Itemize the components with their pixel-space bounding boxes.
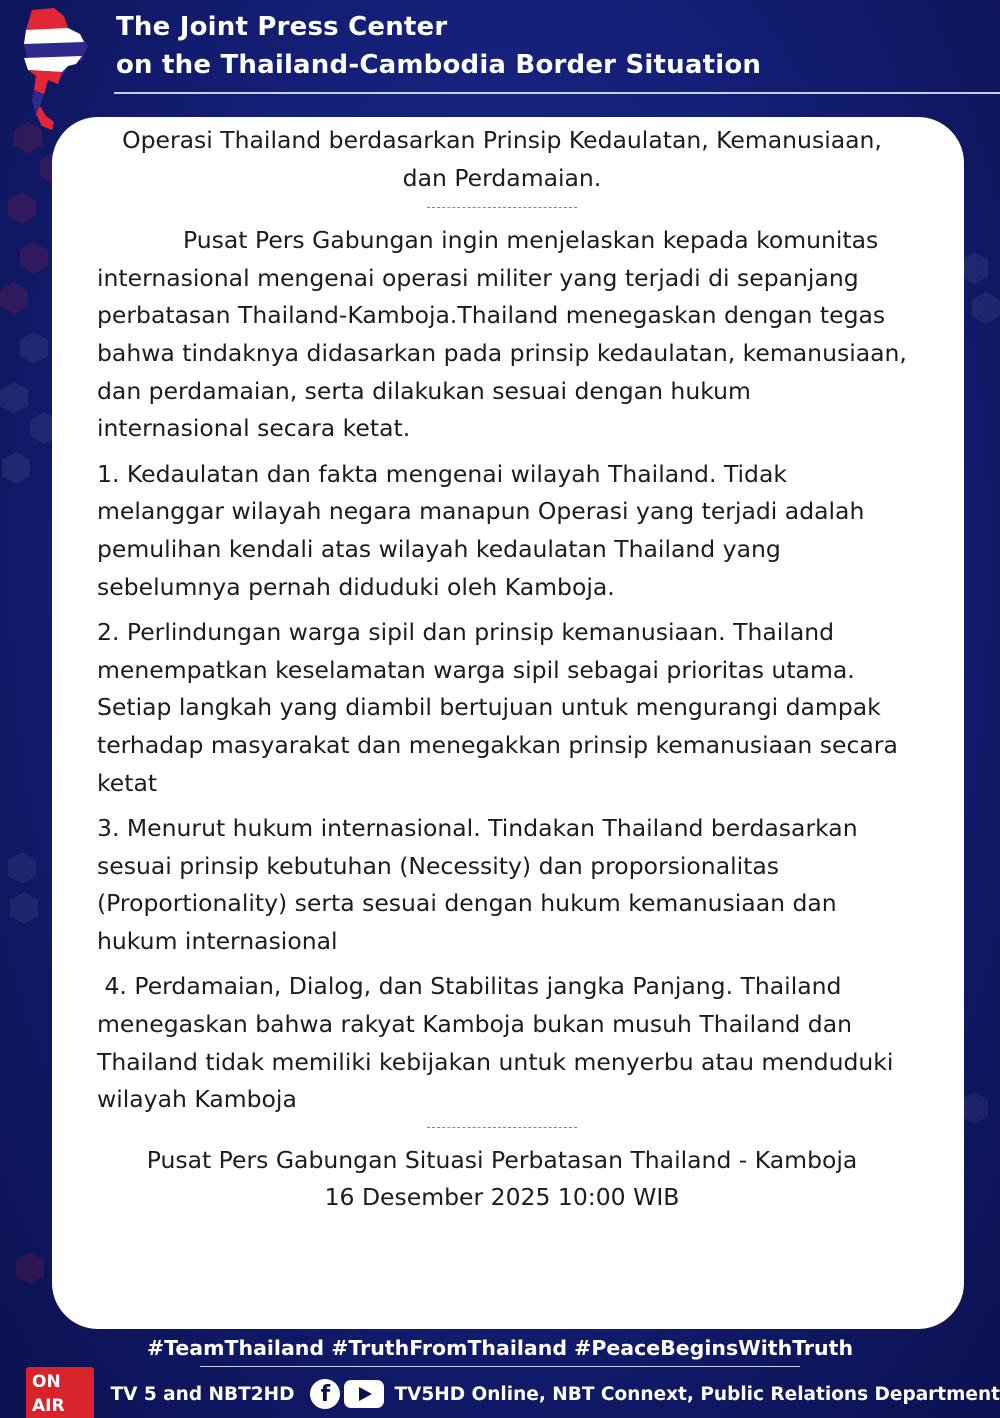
bottom-dashed-divider: [427, 1127, 577, 1128]
document-heading-line1: Operasi Thailand berdasarkan Prinsip Kedaulatan, Kemanusiaan,: [122, 126, 882, 154]
document-heading: [97, 122, 907, 197]
point-3: 3. Menurut hukum internasional. Tindakan Thailand berdasarkan sesuai prinsip kebutuhan (Necessity) dan proporsionalitas (Proportionality) serta sesuai dengan hukum kemanusiaan dan hukum internasional: [97, 814, 858, 955]
youtube-icon: [344, 1380, 384, 1408]
document-heading-line2: dan Perdamaian.: [402, 163, 602, 192]
tv-channels: TV 5 and NBT2HD: [110, 1383, 295, 1405]
intro-paragraph: Pusat Pers Gabungan ingin menjelaskan kepada komunitas internasional mengenai operasi militer yang terjadi di sepanjang perbatasan Thailand-Kamboja.Thailand menegaskan dengan tegas bahwa tindaknya didasarkan pada prinsip kedaulatan, kemanusiaan, dan perdamaian, serta dilakukan sesuai dengan hukum internasional secara ketat.: [97, 226, 907, 443]
on-air-badge: ON AIR: [26, 1367, 94, 1418]
online-channels: TV5HD Online, NBT Connext, Public Relations Department: [394, 1383, 1000, 1405]
point-4: 4. Perdamaian, Dialog, dan Stabilitas jangka Panjang. Thailand menegaskan bahwa rakyat Kamboja bukan musuh Thailand dan Thailand tidak memiliki kebijakan untuk menyerbu atau menduduki wilayah Kamboja: [97, 972, 901, 1114]
release-datetime: 16 Desember 2025 10:00 WIB: [324, 1183, 680, 1212]
signature: Pusat Pers Gabungan Situasi Perbatasan Thailand - Kamboja: [146, 1145, 858, 1174]
header-title: [116, 8, 761, 84]
social-icons: [310, 1379, 384, 1409]
header-title-line2: on the Thailand-Cambodia Border Situation: [116, 50, 762, 80]
top-dashed-divider: [427, 207, 577, 208]
signature-block: [97, 1142, 907, 1217]
header-divider: [114, 92, 1000, 94]
point-1: 1. Kedaulatan dan fakta mengenai wilayah Thailand. Tidak melanggar wilayah negara manapun Operasi yang terjadi adalah pemulihan kendali atas wilayah kedaulatan Thailand yang sebelumnya pernah diduduki oleh Kamboja.: [97, 459, 865, 601]
hashtags: #TeamThailand #TruthFromThailand #PeaceBeginsWithTruth: [146, 1336, 854, 1360]
press-release-body: [97, 122, 907, 1217]
header-title-line1: The Joint Press Center: [116, 12, 448, 42]
facebook-icon: f: [310, 1379, 340, 1409]
point-2: 2. Perlindungan warga sipil dan prinsip kemanusiaan. Thailand menempatkan keselamatan warga sipil sebagai prioritas utama. Setiap langkah yang diambil bertujuan untuk mengurangi dampak terhadap masyarakat dan menegakkan prinsip kemanusiaan secara ketat: [97, 618, 898, 797]
footer-divider: [200, 1366, 800, 1367]
broadcast-bar: [26, 1372, 1000, 1416]
thailand-map-flag-logo: [18, 6, 90, 132]
